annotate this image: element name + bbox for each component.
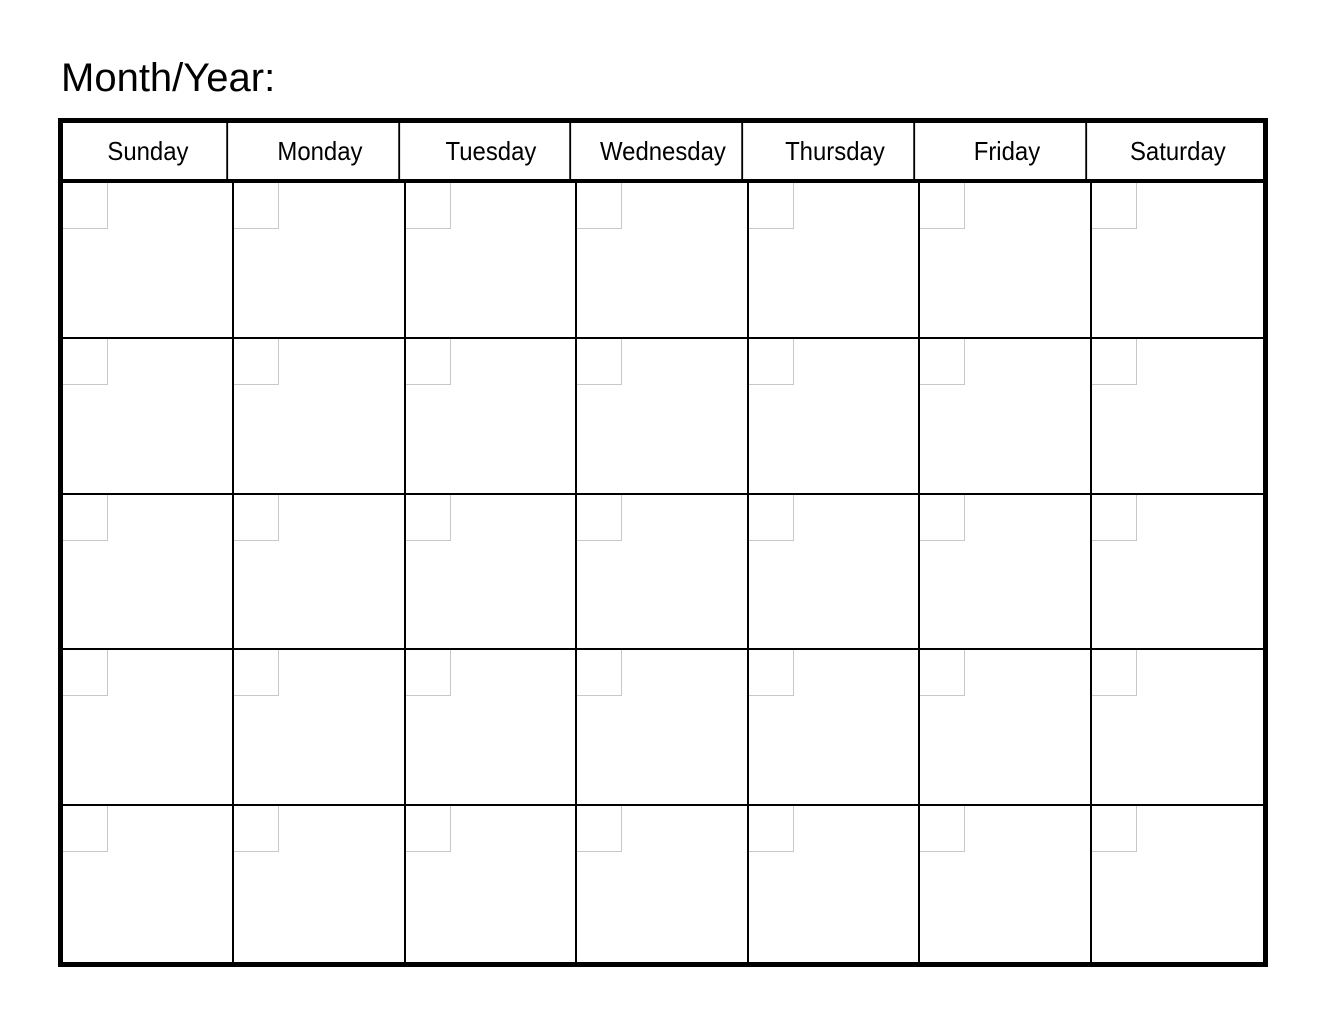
calendar-grid — [58, 118, 1268, 967]
date-number-box — [63, 183, 108, 229]
date-number-box — [577, 650, 622, 696]
date-number-box — [577, 339, 622, 385]
day-cell — [920, 806, 1091, 962]
day-cell — [234, 495, 405, 651]
day-cell — [234, 650, 405, 806]
day-cell — [577, 183, 748, 339]
date-number-box — [63, 650, 108, 696]
date-number-box — [1092, 495, 1137, 541]
day-cell — [577, 806, 748, 962]
date-number-box — [1092, 650, 1137, 696]
day-cell — [406, 650, 577, 806]
day-cell — [234, 806, 405, 962]
date-number-box — [406, 339, 451, 385]
day-cell — [920, 650, 1091, 806]
weekday-header-friday: Friday — [928, 123, 1086, 179]
date-number-box — [63, 806, 108, 852]
day-cell — [1092, 806, 1263, 962]
date-number-box — [234, 650, 279, 696]
day-cell — [234, 183, 405, 339]
date-number-box — [749, 806, 794, 852]
day-cell — [63, 495, 234, 651]
date-number-box — [1092, 806, 1137, 852]
date-number-box — [920, 495, 965, 541]
date-number-box — [63, 339, 108, 385]
day-cell — [577, 650, 748, 806]
day-cell — [920, 183, 1091, 339]
date-number-box — [406, 495, 451, 541]
date-number-box — [234, 183, 279, 229]
day-cell — [577, 339, 748, 495]
day-cell — [234, 339, 405, 495]
day-cell — [1092, 339, 1263, 495]
date-number-box — [406, 806, 451, 852]
date-number-box — [577, 183, 622, 229]
date-number-box — [749, 495, 794, 541]
day-cells-grid — [63, 183, 1263, 962]
day-cell — [406, 495, 577, 651]
day-cell — [406, 806, 577, 962]
date-number-box — [577, 495, 622, 541]
weekday-header-tuesday: Tuesday — [413, 123, 571, 179]
day-cell — [749, 650, 920, 806]
day-cell — [749, 806, 920, 962]
date-number-box — [234, 806, 279, 852]
date-number-box — [63, 495, 108, 541]
date-number-box — [234, 495, 279, 541]
weekday-header-row — [63, 123, 1263, 183]
day-cell — [406, 183, 577, 339]
page-title: Month/Year: — [61, 56, 276, 100]
date-number-box — [920, 183, 965, 229]
date-number-box — [1092, 183, 1137, 229]
day-cell — [1092, 495, 1263, 651]
date-number-box — [920, 806, 965, 852]
date-number-box — [749, 183, 794, 229]
date-number-box — [577, 806, 622, 852]
date-number-box — [234, 339, 279, 385]
day-cell — [1092, 650, 1263, 806]
day-cell — [63, 339, 234, 495]
day-cell — [406, 339, 577, 495]
weekday-header-saturday: Saturday — [1130, 135, 1227, 166]
day-cell — [63, 806, 234, 962]
weekday-header-thursday: Thursday — [757, 123, 915, 179]
day-cell — [920, 339, 1091, 495]
day-cell — [63, 650, 234, 806]
day-cell — [577, 495, 748, 651]
date-number-box — [406, 183, 451, 229]
date-number-box — [406, 650, 451, 696]
day-cell — [920, 495, 1091, 651]
day-cell — [749, 183, 920, 339]
date-number-box — [1092, 339, 1137, 385]
day-cell — [749, 495, 920, 651]
day-cell — [63, 183, 234, 339]
date-number-box — [749, 650, 794, 696]
day-cell — [1092, 183, 1263, 339]
weekday-header-monday: Monday — [242, 123, 400, 179]
weekday-header-sunday: Sunday — [70, 123, 228, 179]
date-number-box — [920, 650, 965, 696]
date-number-box — [920, 339, 965, 385]
day-cell — [749, 339, 920, 495]
date-number-box — [749, 339, 794, 385]
weekday-header-wednesday: Wednesday — [585, 123, 743, 179]
